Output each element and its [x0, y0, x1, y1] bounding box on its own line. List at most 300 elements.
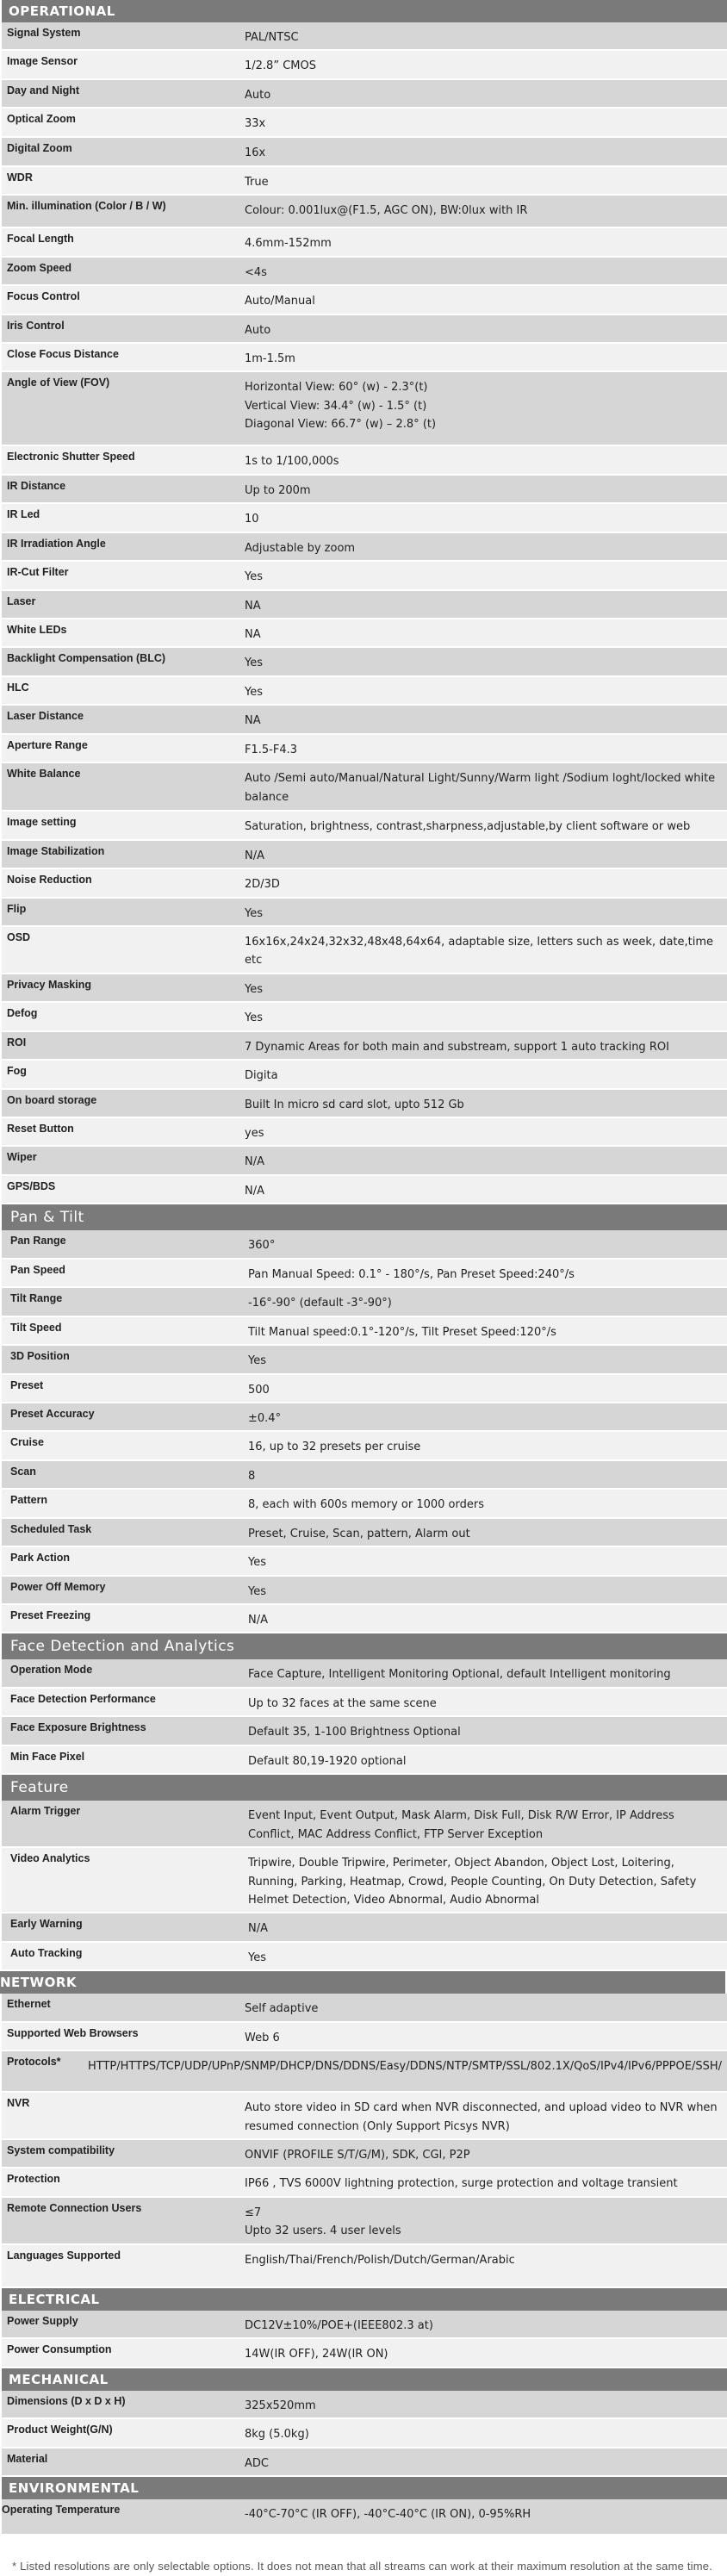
spec-label: Operation Mode	[10, 1664, 93, 1677]
spec-value-line: Adjustable by zoom	[245, 541, 356, 555]
spec-label: Park Action	[10, 1552, 71, 1565]
spec-value	[241, 1461, 727, 1488]
section-operational	[0, 0, 727, 1204]
spec-label: Protocols*	[7, 2056, 61, 2069]
spec-value-line: PAL/NTSC	[245, 31, 299, 44]
spec-row	[2, 2168, 727, 2197]
spec-value-line: F1.5-F4.3	[245, 743, 297, 756]
spec-row	[2, 763, 727, 812]
spec-label: Power Off Memory	[10, 1580, 106, 1593]
spec-row	[2, 1090, 727, 1118]
spec-value-line: 360°	[248, 1239, 276, 1253]
spec-value	[241, 1432, 727, 1459]
spec-row	[2, 109, 727, 137]
spec-value	[234, 1003, 727, 1030]
spec-label: 3D Position	[10, 1350, 70, 1363]
spec-value	[241, 1943, 727, 1969]
spec-value	[234, 763, 727, 810]
spec-value-line: Yes	[248, 1556, 266, 1570]
spec-row	[2, 1577, 727, 1605]
spec-row	[2, 1061, 727, 1089]
spec-row	[2, 1519, 727, 1547]
spec-row	[2, 677, 727, 706]
spec-row	[2, 533, 727, 562]
spec-value	[241, 1519, 727, 1546]
spec-value-line: ADC	[245, 2456, 269, 2470]
spec-value-line: Yes	[245, 685, 263, 699]
spec-label: IR Led	[7, 508, 40, 521]
spec-value	[234, 677, 727, 704]
spec-label: Noise Reduction	[7, 874, 92, 887]
spec-label: Min Face Pixel	[10, 1750, 85, 1763]
spec-label: Fog	[7, 1065, 27, 1078]
spec-label: WDR	[7, 171, 33, 184]
spec-value	[234, 446, 727, 473]
spec-label: Power Consumption	[7, 2343, 112, 2356]
spec-value	[234, 2391, 727, 2417]
spec-row	[2, 167, 727, 196]
spec-label: OSD	[7, 930, 31, 943]
spec-value	[234, 344, 727, 370]
spec-value	[234, 562, 727, 588]
spec-value	[241, 1260, 727, 1286]
spec-label: Digital Zoom	[7, 141, 72, 154]
spec-value	[234, 2311, 727, 2337]
spec-row	[2, 1547, 727, 1576]
spec-row	[2, 2023, 727, 2051]
spec-value	[234, 2419, 727, 2446]
spec-row	[2, 2448, 727, 2477]
spec-label: Preset	[10, 1378, 44, 1391]
spec-value	[234, 1147, 727, 1173]
spec-value-line: True	[245, 175, 269, 189]
spec-value	[234, 735, 727, 762]
spec-value	[234, 1994, 727, 2020]
spec-label: Pan Speed	[10, 1263, 65, 1276]
spec-value-line: Web 6	[245, 2031, 280, 2044]
spec-value	[234, 2023, 727, 2050]
spec-value-line: IP66 , TVS 6000V lightning protection, surge protection and voltage transient	[245, 2177, 678, 2191]
spec-row	[2, 1717, 727, 1745]
spec-label: Tilt Speed	[10, 1321, 62, 1334]
spec-label: Laser Distance	[7, 710, 84, 723]
spec-value	[241, 1746, 727, 1773]
spec-value-line: 8, each with 600s memory or 1000 orders	[248, 1498, 484, 1512]
spec-label: Angle of View (FOV)	[7, 376, 110, 389]
footnote: * Listed resolutions are only selectable options. It does not mean that all streams can work at their maximum resolution at the same time.	[12, 2559, 713, 2573]
spec-row	[2, 1490, 727, 1518]
spec-value-line: ≤7	[245, 2206, 262, 2219]
spec-value	[234, 138, 727, 165]
spec-row	[2, 591, 727, 619]
spec-row	[2, 648, 727, 676]
spec-value-line: Digita	[245, 1069, 278, 1083]
spec-value	[234, 22, 727, 49]
spec-value	[234, 109, 727, 135]
spec-value-line: Diagonal View: 66.7° (w) – 2.8° (t)	[245, 418, 437, 432]
spec-label: Early Warning	[10, 1918, 83, 1931]
spec-value	[234, 315, 727, 342]
spec-row	[2, 899, 727, 927]
section-header: NETWORK	[0, 1971, 725, 1994]
spec-label: Alarm Trigger	[10, 1805, 81, 1818]
spec-row	[2, 2140, 727, 2168]
spec-row	[2, 735, 727, 763]
spec-label: Day and Night	[7, 84, 80, 96]
spec-value-line: Pan Manual Speed: 0.1° - 180°/s, Pan Preset Speed:240°/s	[248, 1267, 575, 1281]
section-header: Face Detection and Analytics	[2, 1633, 727, 1659]
spec-label: HLC	[7, 681, 29, 694]
spec-value	[234, 228, 727, 255]
spec-value-line: Up to 200m	[245, 483, 311, 497]
section-face-detection-and-analytics	[0, 1633, 727, 1775]
spec-row	[2, 927, 727, 974]
spec-value-line: yes	[245, 1127, 264, 1140]
spec-row	[2, 1375, 727, 1403]
spec-value	[234, 504, 727, 531]
spec-label: Tilt Range	[10, 1292, 63, 1305]
spec-value	[241, 1689, 727, 1715]
spec-row	[2, 1605, 727, 1633]
spec-value-line: 4.6mm-152mm	[245, 237, 332, 251]
spec-value	[234, 51, 727, 78]
spec-label: Aperture Range	[7, 738, 88, 751]
spec-label: Scan	[10, 1465, 36, 1478]
spec-value	[234, 1032, 727, 1059]
spec-value	[234, 841, 727, 868]
spec-label: Laser	[7, 594, 36, 607]
spec-value	[234, 648, 727, 675]
spec-row	[2, 1176, 727, 1204]
spec-row	[2, 1346, 727, 1374]
spec-value	[234, 2140, 727, 2167]
spec-value-line: N/A	[245, 1184, 264, 1198]
spec-value	[234, 812, 727, 838]
spec-value-line: Tilt Manual speed:0.1°-120°/s, Tilt Preset Speed:120°/s	[248, 1325, 556, 1339]
spec-label: Image Sensor	[7, 55, 78, 68]
spec-row	[2, 51, 727, 79]
spec-value-line: NA	[245, 628, 261, 641]
spec-label: Ethernet	[7, 1998, 51, 2011]
spec-value-line: Yes	[245, 982, 263, 996]
spec-value	[234, 286, 727, 313]
spec-row	[2, 1848, 727, 1913]
spec-value-line: -40°C-70°C (IR OFF), -40°C-40°C (IR ON), 0-95%RH	[245, 2507, 531, 2521]
spec-value	[241, 1288, 727, 1315]
spec-value	[234, 2499, 727, 2534]
spec-value-line: Auto store video in SD card when NVR disconnected, and upload video to NVR when resumed connection (Only Support Picsys NVR)	[245, 2101, 718, 2133]
spec-value-line: 8kg (5.0kg)	[245, 2428, 309, 2442]
spec-label: On board storage	[7, 1093, 97, 1106]
spec-value-line: Default 35, 1-100 Brightness Optional	[248, 1726, 461, 1739]
section-pan-tilt	[0, 1204, 727, 1633]
spec-row	[2, 1943, 727, 1971]
spec-row	[2, 446, 727, 475]
spec-value-line: 14W(IR OFF), 24W(IR ON)	[245, 2348, 388, 2361]
spec-row	[2, 619, 727, 648]
spec-row	[2, 2311, 727, 2339]
spec-value-line: Horizontal View: 60° (w) - 2.3°(t)	[245, 381, 428, 395]
spec-row	[2, 562, 727, 590]
spec-label: Image setting	[7, 816, 77, 829]
spec-value-line: Vertical View: 34.4° (w) - 1.5° (t)	[245, 399, 427, 413]
spec-value	[241, 1913, 727, 1940]
spec-value-line: Event Input, Event Output, Mask Alarm, Disk Full, Disk R/W Error, IP Address Conflict, MAC Address Conflict, FTP Server Exception	[248, 1809, 674, 1841]
spec-row	[2, 1461, 727, 1490]
spec-label: Material	[7, 2452, 48, 2465]
spec-label: Iris Control	[7, 319, 65, 332]
section-header: ENVIRONMENTAL	[2, 2477, 727, 2499]
spec-label: Power Supply	[7, 2314, 78, 2327]
spec-value-line: Auto	[245, 323, 271, 337]
spec-row	[2, 1689, 727, 1717]
spec-row	[2, 2419, 727, 2448]
section-header: ELECTRICAL	[2, 2288, 727, 2311]
spec-label: Operating Temperature	[2, 2503, 121, 2516]
spec-value-line: Upto 32 users. 4 user levels	[245, 2224, 401, 2238]
spec-value-line: N/A	[248, 1614, 268, 1627]
spec-value-line: HTTP/HTTPS/TCP/UDP/UPnP/SNMP/DHCP/DNS/DDNS/Easy/DDNS/NTP/SMTP/SSL/802.1X/QoS/IPv4/IPv6/PPPOE/SSH/	[88, 2060, 722, 2074]
spec-value-line: Auto /Semi auto/Manual/Natural Light/Sunny/Warm light /Sodium loght/locked white balance	[245, 772, 716, 804]
spec-value	[234, 258, 727, 284]
spec-label: Cruise	[10, 1436, 44, 1449]
spec-value-line: N/A	[245, 1155, 264, 1169]
spec-value-line: Yes	[245, 570, 263, 584]
spec-value	[234, 974, 727, 1001]
spec-label: Protection	[7, 2173, 60, 2186]
spec-value-line: NA	[245, 714, 261, 728]
spec-label: Product Weight(G/N)	[7, 2424, 113, 2436]
spec-value-line: Saturation, brightness, contrast,sharpness,adjustable,by client software or web	[245, 820, 691, 834]
spec-value-line: Colour: 0.001lux@(F1.5, AGC ON), BW:0lux with IR	[245, 204, 528, 218]
spec-value	[234, 2339, 727, 2366]
spec-value	[234, 1061, 727, 1087]
spec-value	[234, 899, 727, 925]
spec-value	[241, 1403, 727, 1430]
spec-value-line: 16x16x,24x24,32x32,48x48,64x64, adaptable size, letters such as week, date,time etc	[245, 935, 714, 968]
spec-row	[2, 228, 727, 257]
spec-row	[2, 1659, 727, 1688]
spec-label: Preset Freezing	[10, 1609, 91, 1621]
spec-value-line: Auto/Manual	[245, 295, 315, 308]
spec-value-line: Default 80,19-1920 optional	[248, 1754, 407, 1768]
spec-value	[234, 1176, 727, 1203]
spec-label: IR-Cut Filter	[7, 566, 69, 579]
spec-row	[2, 1432, 727, 1460]
spec-label: IR Distance	[7, 479, 66, 492]
spec-row	[2, 196, 727, 228]
section-header: Feature	[2, 1775, 727, 1801]
spec-row	[2, 974, 727, 1003]
spec-row	[2, 372, 727, 446]
spec-label: Wiper	[7, 1151, 37, 1164]
spec-value-line: NA	[245, 599, 261, 613]
spec-row	[2, 2051, 727, 2093]
section-network	[0, 1971, 727, 2288]
spec-value-line: 16x	[245, 146, 266, 159]
spec-label: NVR	[7, 2097, 30, 2110]
spec-row	[2, 1994, 727, 2022]
section-electrical	[0, 2288, 727, 2368]
spec-value-line: <4s	[245, 265, 267, 279]
spec-row	[2, 812, 727, 840]
spec-value	[241, 1230, 727, 1257]
spec-label: White Balance	[7, 768, 81, 781]
spec-row	[2, 1801, 727, 1848]
spec-label: Languages Supported	[7, 2249, 121, 2262]
spec-value	[234, 167, 727, 194]
spec-label: Defog	[7, 1007, 38, 1020]
spec-value	[234, 476, 727, 502]
spec-value	[241, 1605, 727, 1632]
spec-row	[2, 22, 727, 51]
spec-row	[2, 2391, 727, 2419]
section-header: MECHANICAL	[2, 2368, 727, 2391]
spec-row	[2, 841, 727, 869]
spec-value	[241, 1577, 727, 1603]
spec-row	[2, 2499, 727, 2536]
spec-row	[2, 286, 727, 314]
spec-value-line: 10	[245, 513, 259, 526]
spec-value-line: 1s to 1/100,000s	[245, 455, 339, 469]
spec-label: GPS/BDS	[7, 1179, 56, 1192]
spec-value-line: 16, up to 32 presets per cruise	[248, 1440, 421, 1454]
spec-row	[2, 476, 727, 504]
spec-label: Preset Accuracy	[10, 1407, 95, 1420]
spec-row	[2, 1913, 727, 1942]
spec-value	[241, 1801, 727, 1846]
spec-value-line: DC12V±10%/POE+(IEEE802.3 at)	[245, 2318, 433, 2332]
spec-value-line: Face Capture, Intelligent Monitoring Optional, default Intelligent monitoring	[248, 1668, 671, 1682]
spec-label: Flip	[7, 902, 27, 915]
spec-value	[241, 1659, 727, 1686]
spec-value	[241, 1317, 727, 1344]
spec-value-line: Yes	[248, 1354, 266, 1368]
spec-value-line: 2D/3D	[245, 878, 280, 892]
spec-row	[2, 344, 727, 372]
spec-value	[234, 372, 727, 445]
spec-row	[2, 706, 727, 734]
spec-label: Face Exposure Brightness	[10, 1721, 146, 1734]
section-mechanical	[0, 2368, 727, 2477]
spec-label: Optical Zoom	[7, 113, 76, 126]
spec-value	[241, 1346, 727, 1372]
spec-value-line: Self adaptive	[245, 2002, 319, 2016]
spec-value-line: 7 Dynamic Areas for both main and substream, support 1 auto tracking ROI	[245, 1040, 669, 1054]
spec-value	[78, 2051, 727, 2091]
spec-label: Pattern	[10, 1494, 48, 1507]
spec-row	[2, 80, 727, 109]
spec-row	[2, 1403, 727, 1432]
spec-value-line: 33x	[245, 117, 266, 131]
spec-value-line: 1m-1.5m	[245, 352, 295, 365]
spec-value-line: N/A	[248, 1922, 268, 1936]
spec-value-line: 8	[248, 1469, 256, 1483]
spec-row	[2, 504, 727, 532]
section-feature	[0, 1775, 727, 1971]
spec-value	[234, 2093, 727, 2138]
spec-row	[2, 1118, 727, 1147]
spec-value	[234, 869, 727, 896]
section-environmental	[0, 2477, 727, 2536]
spec-value	[234, 1118, 727, 1145]
spec-row	[2, 1317, 727, 1346]
spec-value	[234, 2168, 727, 2195]
spec-label: Image Stabilization	[7, 844, 105, 857]
spec-label: Video Analytics	[10, 1852, 90, 1865]
spec-label: Scheduled Task	[10, 1522, 92, 1535]
spec-label: Dimensions (D x D x H)	[7, 2394, 126, 2407]
spec-label: Supported Web Browsers	[7, 2026, 139, 2039]
spec-value-line: Yes	[245, 1011, 263, 1025]
spec-value-line: Preset, Cruise, Scan, pattern, Alarm out	[248, 1527, 470, 1540]
spec-value	[234, 927, 727, 973]
spec-row	[2, 1230, 727, 1259]
spec-value	[241, 1375, 727, 1402]
spec-value	[234, 533, 727, 560]
spec-value-line: English/Thai/French/Polish/Dutch/German/Arabic	[245, 2253, 515, 2267]
spec-value-line: Up to 32 faces at the same scene	[248, 1696, 437, 1710]
spec-label: Face Detection Performance	[10, 1692, 156, 1705]
spec-label: Reset Button	[7, 1123, 74, 1135]
spec-row	[2, 1147, 727, 1175]
spec-value-line: Auto	[245, 88, 271, 102]
spec-value-line: ONVIF (PROFILE S/T/G/M), SDK, CGI, P2P	[245, 2149, 470, 2162]
spec-label: Zoom Speed	[7, 261, 72, 274]
spec-row	[2, 1032, 727, 1061]
spec-row	[2, 2339, 727, 2368]
spec-value-line: Yes	[248, 1951, 266, 1964]
section-header: OPERATIONAL	[2, 0, 727, 22]
spec-value	[234, 591, 727, 618]
spec-label: Focus Control	[7, 290, 80, 303]
spec-value	[241, 1717, 727, 1744]
spec-value	[234, 2245, 727, 2287]
spec-row	[2, 2093, 727, 2140]
spec-label: ROI	[7, 1036, 27, 1048]
spec-value-line: Tripwire, Double Tripwire, Perimeter, Object Abandon, Object Lost, Loitering, Running, Parking, Heatmap, Crowd, People Counting, On Duty Detection, Safety Helmet Detection, Video Abnormal, Audio Abnormal	[248, 1857, 697, 1907]
spec-value-line: -16°-90° (default -3°-90°)	[248, 1297, 392, 1310]
spec-label: White LEDs	[7, 624, 67, 636]
spec-label: Signal System	[7, 27, 81, 39]
spec-value	[234, 2198, 727, 2243]
spec-value-line: Yes	[245, 906, 263, 920]
spec-row	[2, 1260, 727, 1288]
spec-value-line: Built In micro sd card slot, upto 512 Gb	[245, 1098, 464, 1111]
spec-label: Close Focus Distance	[7, 347, 119, 360]
spec-value	[234, 619, 727, 646]
spec-value-line: 1/2.8” CMOS	[245, 59, 316, 73]
section-header: Pan & Tilt	[2, 1204, 727, 1230]
spec-value	[241, 1848, 727, 1912]
spec-value-line: 325x520mm	[245, 2399, 316, 2412]
spec-value-line: Yes	[245, 656, 263, 670]
spec-row	[2, 315, 727, 344]
spec-row	[2, 869, 727, 898]
spec-label: IR Irradiation Angle	[7, 537, 106, 550]
spec-label: Pan Range	[10, 1235, 66, 1248]
spec-row	[2, 138, 727, 167]
spec-value	[234, 196, 727, 227]
spec-value	[241, 1547, 727, 1574]
spec-value	[234, 80, 727, 107]
spec-label: Backlight Compensation (BLC)	[7, 652, 166, 665]
spec-label: Remote Connection Users	[7, 2201, 142, 2214]
spec-label: Electronic Shutter Speed	[7, 451, 135, 464]
spec-row	[2, 2198, 727, 2245]
spec-row	[2, 1003, 727, 1031]
spec-row	[2, 1288, 727, 1316]
